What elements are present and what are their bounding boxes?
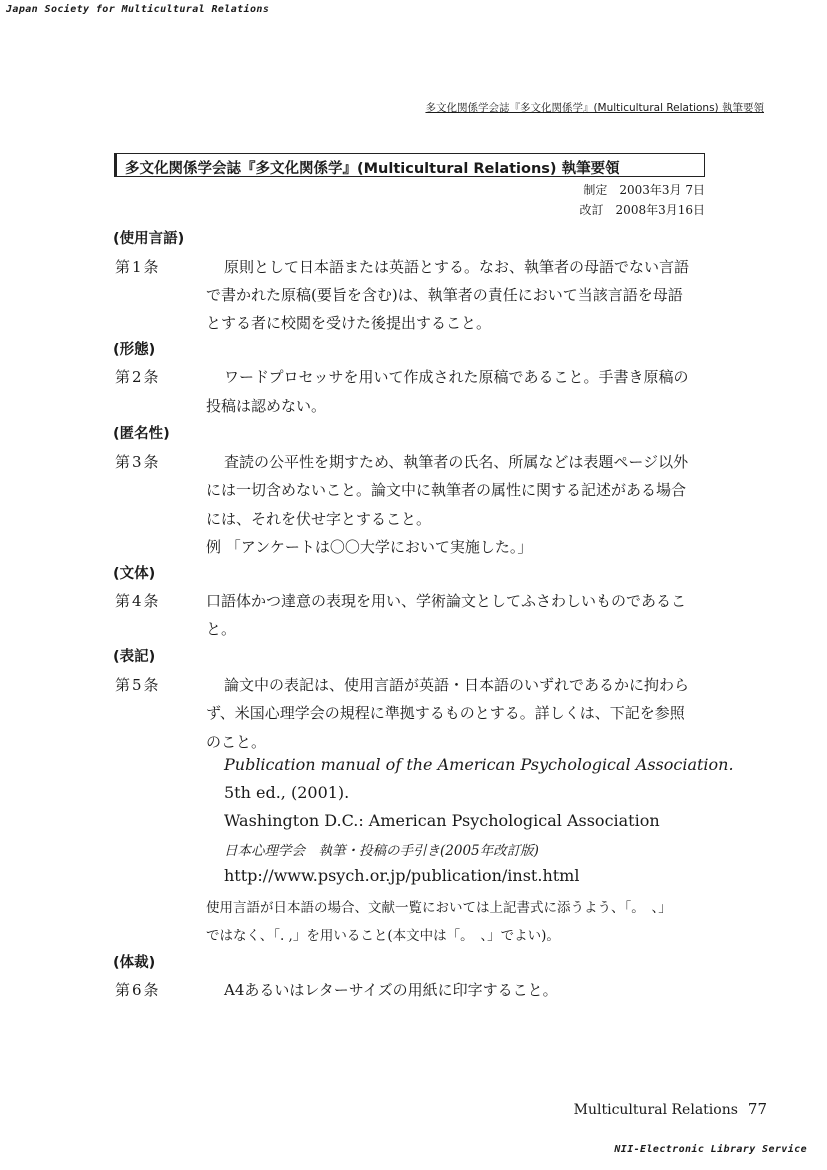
article-2-number: 第2条 bbox=[115, 368, 161, 386]
article-4-line: 口語体かつ達意の表現を用い、学術論文としてふさわしいものであるこ bbox=[206, 592, 687, 610]
article-3-example: 例 「アンケートは〇〇大学において実施した。」 bbox=[206, 538, 533, 556]
section-heading-layout: (体裁) bbox=[113, 955, 156, 971]
enacted-date: 制定 2003年3月 7日 bbox=[583, 183, 705, 197]
article-2-line: 投稿は認めない。 bbox=[206, 397, 327, 415]
section-heading-language: (使用言語) bbox=[113, 231, 185, 247]
article-4-number: 第4条 bbox=[115, 592, 161, 610]
article-4-line: と。 bbox=[206, 620, 237, 638]
section-heading-format: (形態) bbox=[113, 342, 156, 358]
reference-publisher: Washington D.C.: American Psychological Association bbox=[224, 811, 660, 830]
article-5-line: ず、米国心理学会の規程に準拠するものとする。詳しくは、下記を参照 bbox=[206, 704, 685, 722]
article-5-line: 論文中の表記は、使用言語が英語・日本語のいずれであるかに拘わら bbox=[224, 676, 690, 694]
article-6-line: A4あるいはレターサイズの用紙に印字すること。 bbox=[224, 981, 558, 999]
top-stamp: Japan Society for Multicultural Relations bbox=[6, 4, 270, 15]
section-heading-notation: (表記) bbox=[113, 649, 156, 665]
article-5-number: 第5条 bbox=[115, 676, 161, 694]
article-1-number: 第1条 bbox=[115, 258, 161, 276]
revised-date: 改訂 2008年3月16日 bbox=[579, 203, 705, 217]
article-3-line: 査読の公平性を期すため、執筆者の氏名、所属などは表題ページ以外 bbox=[224, 453, 689, 471]
reference-url: http://www.psych.or.jp/publication/inst.html bbox=[224, 866, 580, 885]
document-title: 多文化関係学会誌『多文化関係学』(Multicultural Relations) 執筆要領 bbox=[125, 161, 620, 177]
article-3-number: 第3条 bbox=[115, 453, 161, 471]
running-header: 多文化関係学会誌『多文化関係学』(Multicultural Relations) 執筆要領 bbox=[425, 102, 764, 114]
page-number: 77 bbox=[747, 1100, 767, 1118]
article-6-number: 第6条 bbox=[115, 981, 161, 999]
bottom-stamp: NII-Electronic Library Service bbox=[614, 1144, 807, 1155]
section-heading-style: (文体) bbox=[113, 566, 156, 582]
article-1-line: 原則として日本語または英語とする。なお、執筆者の母語でない言語 bbox=[224, 258, 690, 276]
article-5-line: のこと。 bbox=[206, 733, 267, 751]
article-3-line: には一切含めないこと。論文中に執筆者の属性に関する記述がある場合 bbox=[206, 481, 687, 499]
reference-jpa-guide: 日本心理学会 執筆・投稿の手引き(2005年改訂版) bbox=[224, 843, 539, 859]
article-2-line: ワードプロセッサを用いて作成された原稿であること。手書き原稿の bbox=[224, 368, 689, 386]
reference-edition: 5th ed., (2001). bbox=[224, 783, 350, 802]
article-3-line: には、それを伏せ字とすること。 bbox=[206, 510, 432, 528]
section-heading-anonymity: (匿名性) bbox=[113, 426, 170, 442]
article-1-line: で書かれた原稿(要旨を含む)は、執筆者の責任において当該言語を母語 bbox=[206, 286, 683, 304]
reference-title: Publication manual of the American Psychological Association. bbox=[224, 755, 734, 774]
article-5-note: ではなく、「. ,」を用いること(本文中は「。 、」でよい)。 bbox=[206, 928, 560, 944]
document-title-box bbox=[114, 153, 705, 177]
article-1-line: とする者に校閲を受けた後提出すること。 bbox=[206, 314, 492, 332]
article-5-note: 使用言語が日本語の場合、文献一覧においては上記書式に添うよう、「。 、」 bbox=[206, 900, 672, 916]
page-footer bbox=[574, 1100, 767, 1118]
footer-journal-name: Multicultural Relations bbox=[573, 1102, 738, 1118]
